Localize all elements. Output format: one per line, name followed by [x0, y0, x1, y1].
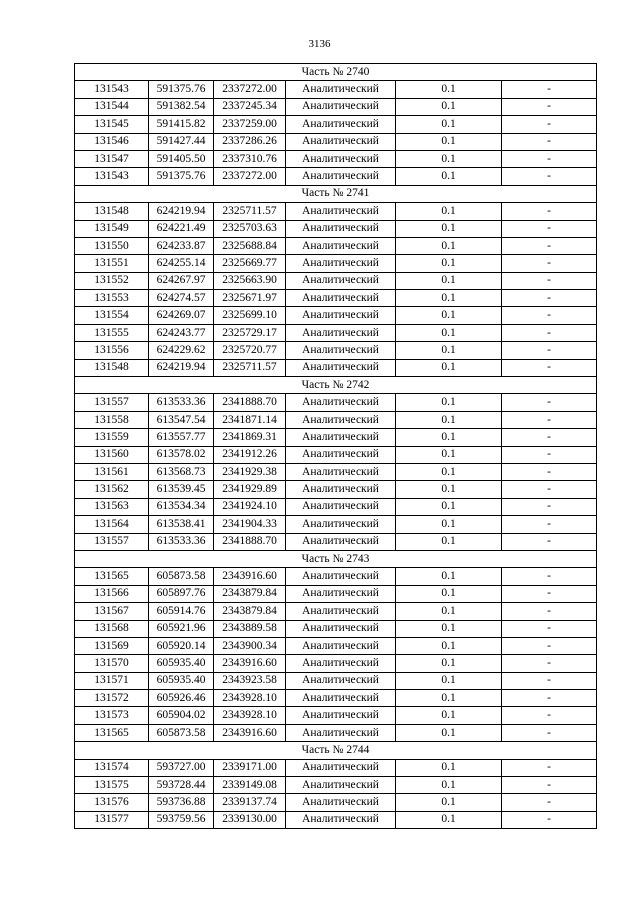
point-number-cell: 131550	[75, 237, 149, 254]
point-number-cell: 131547	[75, 150, 149, 167]
note-cell: -	[502, 533, 597, 550]
table-row	[75, 168, 597, 185]
x-coordinate-cell: 591427.44	[149, 133, 214, 150]
y-coordinate-cell: 2325729.17	[214, 324, 286, 341]
accuracy-cell: 0.1	[396, 655, 502, 672]
x-coordinate-cell: 593727.00	[149, 759, 214, 776]
x-coordinate-cell: 624269.07	[149, 307, 214, 324]
x-coordinate-cell: 624243.77	[149, 324, 214, 341]
note-cell: -	[502, 759, 597, 776]
note-cell: -	[502, 568, 597, 585]
x-coordinate-cell: 605897.76	[149, 585, 214, 602]
x-coordinate-cell: 593728.44	[149, 777, 214, 794]
note-cell: -	[502, 672, 597, 689]
accuracy-cell: 0.1	[396, 585, 502, 602]
method-cell: Аналитический	[286, 533, 396, 550]
table-row	[75, 516, 597, 533]
note-cell: -	[502, 498, 597, 515]
y-coordinate-cell: 2343928.10	[214, 690, 286, 707]
method-cell: Аналитический	[286, 707, 396, 724]
table-row	[75, 463, 597, 480]
point-number-cell: 131549	[75, 220, 149, 237]
x-coordinate-cell: 605873.58	[149, 724, 214, 741]
point-number-cell: 131576	[75, 794, 149, 811]
method-cell: Аналитический	[286, 568, 396, 585]
method-cell: Аналитический	[286, 655, 396, 672]
method-cell: Аналитический	[286, 203, 396, 220]
method-cell: Аналитический	[286, 98, 396, 115]
accuracy-cell: 0.1	[396, 637, 502, 654]
method-cell: Аналитический	[286, 759, 396, 776]
x-coordinate-cell: 613538.41	[149, 516, 214, 533]
section-title: Часть № 2742	[75, 377, 597, 394]
accuracy-cell: 0.1	[396, 394, 502, 411]
method-cell: Аналитический	[286, 116, 396, 133]
note-cell: -	[502, 237, 597, 254]
point-number-cell: 131548	[75, 359, 149, 376]
x-coordinate-cell: 624219.94	[149, 203, 214, 220]
note-cell: -	[502, 359, 597, 376]
table-row	[75, 603, 597, 620]
note-cell: -	[502, 707, 597, 724]
y-coordinate-cell: 2341912.26	[214, 446, 286, 463]
accuracy-cell: 0.1	[396, 133, 502, 150]
accuracy-cell: 0.1	[396, 603, 502, 620]
x-coordinate-cell: 613557.77	[149, 429, 214, 446]
point-number-cell: 131571	[75, 672, 149, 689]
table-row	[75, 759, 597, 776]
table-row	[75, 411, 597, 428]
method-cell: Аналитический	[286, 324, 396, 341]
section-title: Часть № 2744	[75, 742, 597, 759]
x-coordinate-cell: 591405.50	[149, 150, 214, 167]
x-coordinate-cell: 624219.94	[149, 359, 214, 376]
accuracy-cell: 0.1	[396, 237, 502, 254]
method-cell: Аналитический	[286, 794, 396, 811]
accuracy-cell: 0.1	[396, 672, 502, 689]
method-cell: Аналитический	[286, 168, 396, 185]
accuracy-cell: 0.1	[396, 463, 502, 480]
note-cell: -	[502, 98, 597, 115]
y-coordinate-cell: 2325703.63	[214, 220, 286, 237]
x-coordinate-cell: 624274.57	[149, 290, 214, 307]
table-row	[75, 429, 597, 446]
method-cell: Аналитический	[286, 429, 396, 446]
y-coordinate-cell: 2325711.57	[214, 359, 286, 376]
coordinates-table	[74, 63, 597, 829]
point-number-cell: 131577	[75, 811, 149, 828]
note-cell: -	[502, 168, 597, 185]
table-row	[75, 585, 597, 602]
y-coordinate-cell: 2343889.58	[214, 620, 286, 637]
point-number-cell: 131556	[75, 342, 149, 359]
point-number-cell: 131560	[75, 446, 149, 463]
table-row	[75, 794, 597, 811]
y-coordinate-cell: 2341888.70	[214, 533, 286, 550]
point-number-cell: 131554	[75, 307, 149, 324]
accuracy-cell: 0.1	[396, 168, 502, 185]
accuracy-cell: 0.1	[396, 533, 502, 550]
note-cell: -	[502, 133, 597, 150]
x-coordinate-cell: 624255.14	[149, 255, 214, 272]
point-number-cell: 131551	[75, 255, 149, 272]
accuracy-cell: 0.1	[396, 220, 502, 237]
y-coordinate-cell: 2341924.10	[214, 498, 286, 515]
note-cell: -	[502, 620, 597, 637]
accuracy-cell: 0.1	[396, 724, 502, 741]
note-cell: -	[502, 324, 597, 341]
table-row	[75, 811, 597, 828]
point-number-cell: 131557	[75, 394, 149, 411]
note-cell: -	[502, 411, 597, 428]
point-number-cell: 131546	[75, 133, 149, 150]
section-header-row	[75, 185, 597, 202]
accuracy-cell: 0.1	[396, 342, 502, 359]
point-number-cell: 131563	[75, 498, 149, 515]
method-cell: Аналитический	[286, 463, 396, 480]
x-coordinate-cell: 605935.40	[149, 672, 214, 689]
method-cell: Аналитический	[286, 272, 396, 289]
x-coordinate-cell: 613547.54	[149, 411, 214, 428]
method-cell: Аналитический	[286, 342, 396, 359]
x-coordinate-cell: 624267.97	[149, 272, 214, 289]
method-cell: Аналитический	[286, 133, 396, 150]
y-coordinate-cell: 2337272.00	[214, 168, 286, 185]
table-row	[75, 81, 597, 98]
point-number-cell: 131565	[75, 724, 149, 741]
y-coordinate-cell: 2325720.77	[214, 342, 286, 359]
method-cell: Аналитический	[286, 811, 396, 828]
table-row	[75, 446, 597, 463]
point-number-cell: 131552	[75, 272, 149, 289]
table-row	[75, 620, 597, 637]
x-coordinate-cell: 624233.87	[149, 237, 214, 254]
point-number-cell: 131561	[75, 463, 149, 480]
x-coordinate-cell: 605920.14	[149, 637, 214, 654]
note-cell: -	[502, 655, 597, 672]
note-cell: -	[502, 585, 597, 602]
section-title: Часть № 2743	[75, 550, 597, 567]
note-cell: -	[502, 777, 597, 794]
section-header-row	[75, 742, 597, 759]
x-coordinate-cell: 605873.58	[149, 568, 214, 585]
point-number-cell: 131553	[75, 290, 149, 307]
x-coordinate-cell: 591382.54	[149, 98, 214, 115]
x-coordinate-cell: 624229.62	[149, 342, 214, 359]
method-cell: Аналитический	[286, 290, 396, 307]
point-number-cell: 131575	[75, 777, 149, 794]
method-cell: Аналитический	[286, 585, 396, 602]
point-number-cell: 131566	[75, 585, 149, 602]
y-coordinate-cell: 2325711.57	[214, 203, 286, 220]
y-coordinate-cell: 2341888.70	[214, 394, 286, 411]
accuracy-cell: 0.1	[396, 794, 502, 811]
table-row	[75, 724, 597, 741]
y-coordinate-cell: 2337272.00	[214, 81, 286, 98]
y-coordinate-cell: 2325671.97	[214, 290, 286, 307]
table-row	[75, 220, 597, 237]
note-cell: -	[502, 116, 597, 133]
point-number-cell: 131573	[75, 707, 149, 724]
note-cell: -	[502, 394, 597, 411]
y-coordinate-cell: 2343916.60	[214, 655, 286, 672]
table-row	[75, 307, 597, 324]
point-number-cell: 131565	[75, 568, 149, 585]
method-cell: Аналитический	[286, 411, 396, 428]
note-cell: -	[502, 690, 597, 707]
note-cell: -	[502, 307, 597, 324]
note-cell: -	[502, 811, 597, 828]
point-number-cell: 131558	[75, 411, 149, 428]
y-coordinate-cell: 2339130.00	[214, 811, 286, 828]
accuracy-cell: 0.1	[396, 324, 502, 341]
method-cell: Аналитический	[286, 307, 396, 324]
x-coordinate-cell: 591415.82	[149, 116, 214, 133]
table-row	[75, 150, 597, 167]
y-coordinate-cell: 2341871.14	[214, 411, 286, 428]
note-cell: -	[502, 724, 597, 741]
y-coordinate-cell: 2341904.33	[214, 516, 286, 533]
method-cell: Аналитический	[286, 446, 396, 463]
table-row	[75, 394, 597, 411]
y-coordinate-cell: 2325699.10	[214, 307, 286, 324]
y-coordinate-cell: 2343900.34	[214, 637, 286, 654]
table-row	[75, 290, 597, 307]
method-cell: Аналитический	[286, 498, 396, 515]
accuracy-cell: 0.1	[396, 116, 502, 133]
point-number-cell: 131557	[75, 533, 149, 550]
x-coordinate-cell: 605921.96	[149, 620, 214, 637]
y-coordinate-cell: 2339149.08	[214, 777, 286, 794]
accuracy-cell: 0.1	[396, 498, 502, 515]
note-cell: -	[502, 516, 597, 533]
note-cell: -	[502, 255, 597, 272]
x-coordinate-cell: 613578.02	[149, 446, 214, 463]
table-row	[75, 237, 597, 254]
point-number-cell: 131564	[75, 516, 149, 533]
y-coordinate-cell: 2325669.77	[214, 255, 286, 272]
note-cell: -	[502, 794, 597, 811]
x-coordinate-cell: 605935.40	[149, 655, 214, 672]
point-number-cell: 131543	[75, 81, 149, 98]
x-coordinate-cell: 591375.76	[149, 81, 214, 98]
accuracy-cell: 0.1	[396, 568, 502, 585]
point-number-cell: 131568	[75, 620, 149, 637]
point-number-cell: 131567	[75, 603, 149, 620]
method-cell: Аналитический	[286, 603, 396, 620]
method-cell: Аналитический	[286, 81, 396, 98]
accuracy-cell: 0.1	[396, 411, 502, 428]
note-cell: -	[502, 81, 597, 98]
table-row	[75, 98, 597, 115]
point-number-cell: 131544	[75, 98, 149, 115]
point-number-cell: 131562	[75, 481, 149, 498]
x-coordinate-cell: 624221.49	[149, 220, 214, 237]
accuracy-cell: 0.1	[396, 307, 502, 324]
x-coordinate-cell: 605926.46	[149, 690, 214, 707]
method-cell: Аналитический	[286, 359, 396, 376]
accuracy-cell: 0.1	[396, 516, 502, 533]
method-cell: Аналитический	[286, 637, 396, 654]
x-coordinate-cell: 613533.36	[149, 394, 214, 411]
table-row	[75, 342, 597, 359]
accuracy-cell: 0.1	[396, 811, 502, 828]
method-cell: Аналитический	[286, 394, 396, 411]
point-number-cell: 131555	[75, 324, 149, 341]
accuracy-cell: 0.1	[396, 777, 502, 794]
y-coordinate-cell: 2337259.00	[214, 116, 286, 133]
method-cell: Аналитический	[286, 777, 396, 794]
y-coordinate-cell: 2337286.26	[214, 133, 286, 150]
point-number-cell: 131572	[75, 690, 149, 707]
x-coordinate-cell: 613533.36	[149, 533, 214, 550]
table-row	[75, 324, 597, 341]
note-cell: -	[502, 272, 597, 289]
accuracy-cell: 0.1	[396, 272, 502, 289]
table-row	[75, 133, 597, 150]
x-coordinate-cell: 613539.45	[149, 481, 214, 498]
table-row	[75, 533, 597, 550]
x-coordinate-cell: 593736.88	[149, 794, 214, 811]
accuracy-cell: 0.1	[396, 481, 502, 498]
table-row	[75, 272, 597, 289]
method-cell: Аналитический	[286, 516, 396, 533]
note-cell: -	[502, 150, 597, 167]
table-row	[75, 481, 597, 498]
accuracy-cell: 0.1	[396, 620, 502, 637]
y-coordinate-cell: 2337245.34	[214, 98, 286, 115]
method-cell: Аналитический	[286, 150, 396, 167]
y-coordinate-cell: 2343916.60	[214, 724, 286, 741]
table-row	[75, 655, 597, 672]
point-number-cell: 131574	[75, 759, 149, 776]
section-header-row	[75, 64, 597, 81]
y-coordinate-cell: 2343923.58	[214, 672, 286, 689]
table-row	[75, 637, 597, 654]
y-coordinate-cell: 2325688.84	[214, 237, 286, 254]
y-coordinate-cell: 2339171.00	[214, 759, 286, 776]
note-cell: -	[502, 603, 597, 620]
note-cell: -	[502, 446, 597, 463]
table-row	[75, 359, 597, 376]
method-cell: Аналитический	[286, 724, 396, 741]
x-coordinate-cell: 605904.02	[149, 707, 214, 724]
table-row	[75, 777, 597, 794]
section-title: Часть № 2741	[75, 185, 597, 202]
note-cell: -	[502, 290, 597, 307]
table-row	[75, 255, 597, 272]
y-coordinate-cell: 2343928.10	[214, 707, 286, 724]
point-number-cell: 131570	[75, 655, 149, 672]
method-cell: Аналитический	[286, 255, 396, 272]
method-cell: Аналитический	[286, 672, 396, 689]
accuracy-cell: 0.1	[396, 290, 502, 307]
accuracy-cell: 0.1	[396, 446, 502, 463]
x-coordinate-cell: 613534.34	[149, 498, 214, 515]
note-cell: -	[502, 220, 597, 237]
note-cell: -	[502, 342, 597, 359]
method-cell: Аналитический	[286, 481, 396, 498]
accuracy-cell: 0.1	[396, 359, 502, 376]
point-number-cell: 131548	[75, 203, 149, 220]
y-coordinate-cell: 2341929.38	[214, 463, 286, 480]
table-row	[75, 568, 597, 585]
section-header-row	[75, 550, 597, 567]
x-coordinate-cell: 605914.76	[149, 603, 214, 620]
accuracy-cell: 0.1	[396, 98, 502, 115]
note-cell: -	[502, 463, 597, 480]
y-coordinate-cell: 2341929.89	[214, 481, 286, 498]
y-coordinate-cell: 2325663.90	[214, 272, 286, 289]
point-number-cell: 131545	[75, 116, 149, 133]
method-cell: Аналитический	[286, 690, 396, 707]
point-number-cell: 131569	[75, 637, 149, 654]
table-row	[75, 672, 597, 689]
y-coordinate-cell: 2339137.74	[214, 794, 286, 811]
x-coordinate-cell: 591375.76	[149, 168, 214, 185]
method-cell: Аналитический	[286, 237, 396, 254]
section-header-row	[75, 377, 597, 394]
accuracy-cell: 0.1	[396, 759, 502, 776]
note-cell: -	[502, 637, 597, 654]
point-number-cell: 131543	[75, 168, 149, 185]
table-row	[75, 707, 597, 724]
table-row	[75, 203, 597, 220]
accuracy-cell: 0.1	[396, 707, 502, 724]
point-number-cell: 131559	[75, 429, 149, 446]
accuracy-cell: 0.1	[396, 150, 502, 167]
x-coordinate-cell: 613568.73	[149, 463, 214, 480]
accuracy-cell: 0.1	[396, 429, 502, 446]
accuracy-cell: 0.1	[396, 203, 502, 220]
method-cell: Аналитический	[286, 620, 396, 637]
y-coordinate-cell: 2341869.31	[214, 429, 286, 446]
coordinates-table-body	[75, 64, 597, 829]
y-coordinate-cell: 2343879.84	[214, 585, 286, 602]
accuracy-cell: 0.1	[396, 81, 502, 98]
table-row	[75, 116, 597, 133]
note-cell: -	[502, 203, 597, 220]
x-coordinate-cell: 593759.56	[149, 811, 214, 828]
section-title: Часть № 2740	[75, 64, 597, 81]
note-cell: -	[502, 429, 597, 446]
table-row	[75, 690, 597, 707]
table-row	[75, 498, 597, 515]
accuracy-cell: 0.1	[396, 255, 502, 272]
y-coordinate-cell: 2343916.60	[214, 568, 286, 585]
y-coordinate-cell: 2343879.84	[214, 603, 286, 620]
page-number: 3136	[308, 38, 331, 50]
y-coordinate-cell: 2337310.76	[214, 150, 286, 167]
method-cell: Аналитический	[286, 220, 396, 237]
accuracy-cell: 0.1	[396, 690, 502, 707]
note-cell: -	[502, 481, 597, 498]
